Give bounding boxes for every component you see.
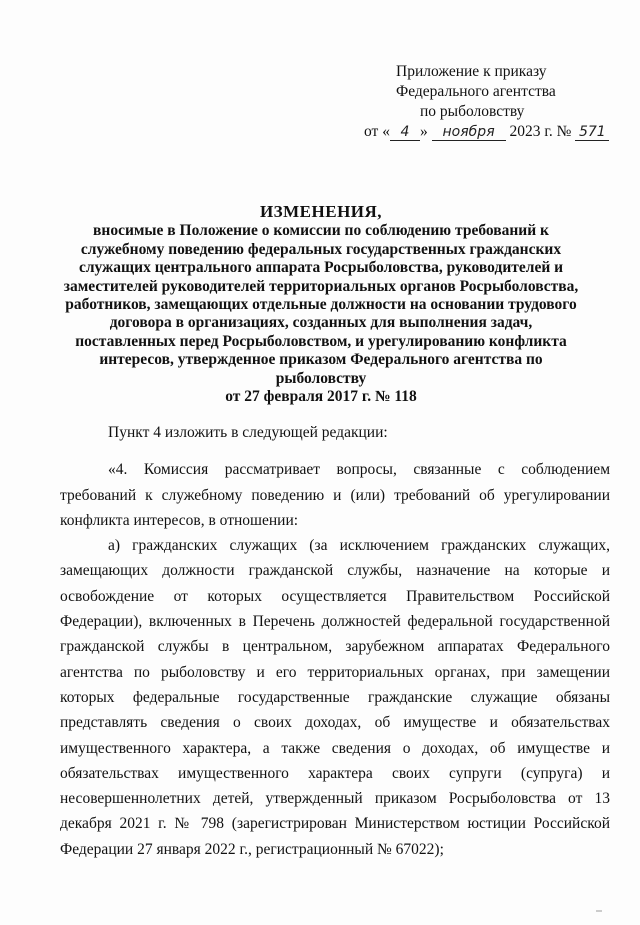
handwritten-month: ноября xyxy=(432,124,506,141)
scan-mark xyxy=(596,910,602,912)
appendix-line-3: по рыболовству xyxy=(420,103,525,120)
handwritten-day: 4 xyxy=(390,124,420,141)
handwritten-order-number: 571 xyxy=(575,124,609,141)
intro-paragraph: Пункт 4 изложить в следующей редакции: xyxy=(108,424,388,441)
date-prefix: от « xyxy=(364,123,390,140)
appendix-block xyxy=(352,62,606,142)
appendix-date-line xyxy=(352,122,606,142)
quote-paragraph: «4. Комиссия рассматривает вопросы, связанные с соблюдением требований к служебному поведению и (или) требований об урегулировании конфликта интересов, в отношении: xyxy=(60,461,610,529)
document-title xyxy=(60,203,582,406)
title-subtitle: вносимые в Положение о комиссии по соблюдению требований к служебному поведению федеральных государственных гражданских служащих центрального аппарата Росрыболовства, руководителей и заместителей руководителей территориальных органов Росрыболовства, работников, замещающих отдельные должности на основании трудового договора в организациях, созданных для выполнения задач, поставленных перед Росрыболовством, и урегулированию конфликта интересов, утвержденное приказом Федерального агентства по рыболовству xyxy=(63,222,579,387)
item-a-paragraph: а) гражданских служащих (за исключением гражданских служащих, замещающих должности гражданской службы, назначение на которые и освобождение от которых осуществляется Правительством Российской Федерации), включенных в Перечень должностей федеральной государственной гражданской службы в центральном, зарубежном аппаратах Федерального агентства по рыболовству и его территориальных органах, при замещении которых федеральные государственные гражданские служащие обязаны представлять сведения о своих доходах, об имуществе и обязательствах имущественного характера, а также сведения о доходах, об имуществе и обязательствах имущественного характера своих супруги (супруга) и несовершеннолетних детей, утвержденный приказом Росрыболовства от 13 декабря 2021 г. № 798 (зарегистрирован Министерством юстиции Российской Федерации 27 января 2022 г., регистрационный № 67022); xyxy=(60,537,610,858)
appendix-line-2: Федерального агентства xyxy=(396,83,556,100)
document-body xyxy=(60,420,610,862)
appendix-line-1: Приложение к приказу xyxy=(396,63,547,80)
date-day-close: » xyxy=(419,123,428,140)
date-year: 2023 г. № xyxy=(509,123,572,140)
title-heading: ИЗМЕНЕНИЯ, xyxy=(259,202,383,221)
title-date-line: от 27 февраля 2017 г. № 118 xyxy=(225,388,417,406)
